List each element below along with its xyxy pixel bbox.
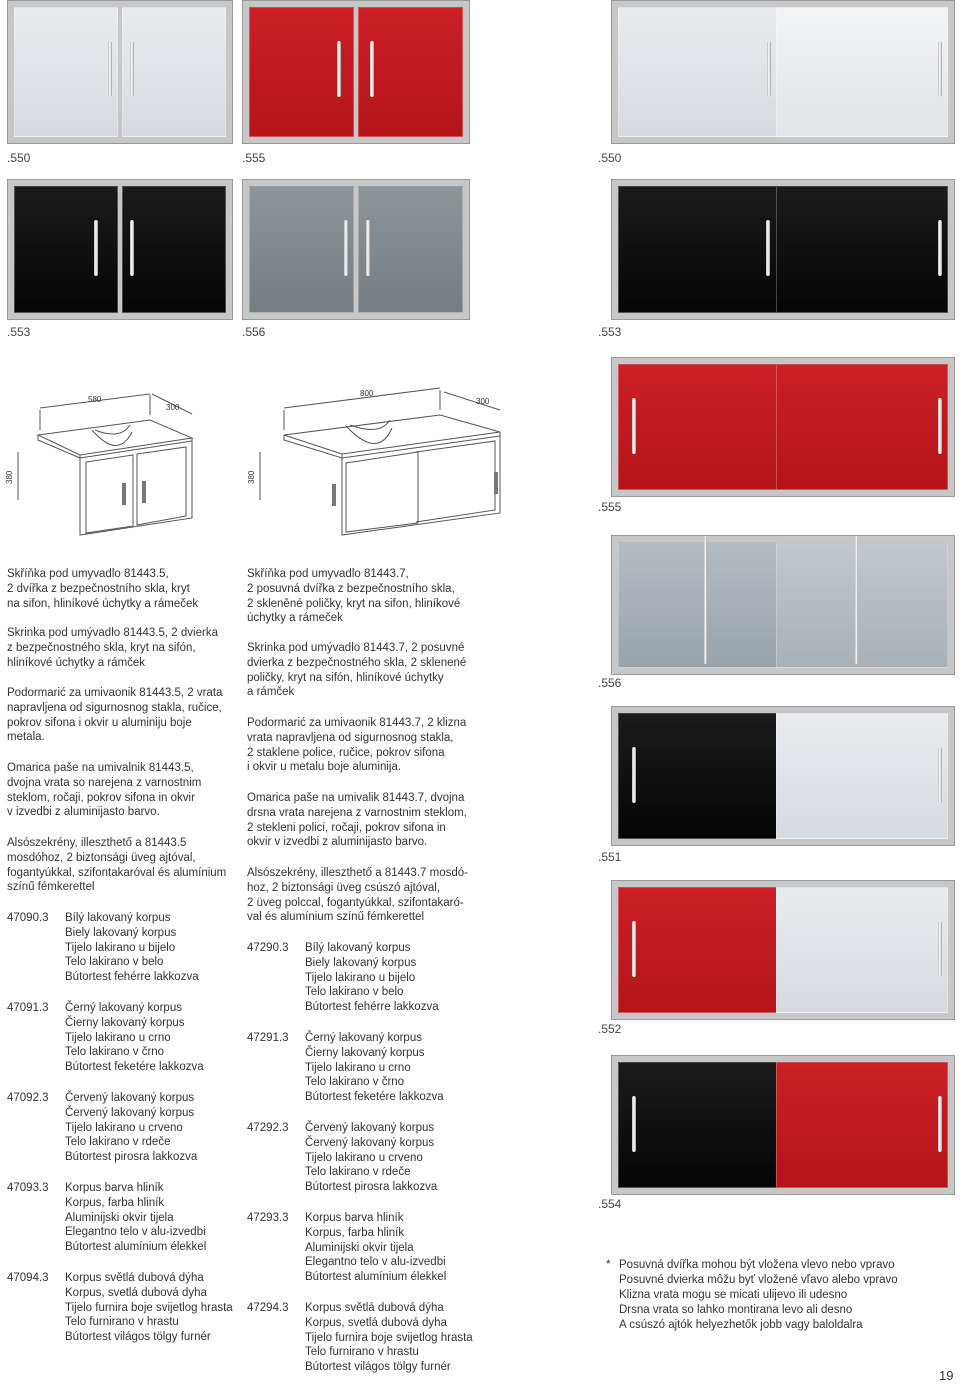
variant-description: Tijelo lakirano u crno bbox=[305, 1061, 411, 1074]
variant-description: Korpus, farba hliník bbox=[65, 1196, 165, 1209]
door-left bbox=[618, 186, 782, 313]
door-handle bbox=[632, 747, 636, 803]
door-handle bbox=[344, 220, 348, 276]
cabinet-553-black-two-door bbox=[7, 179, 233, 320]
door-handle bbox=[938, 220, 942, 276]
cabinet-551-black-white-sliding bbox=[611, 706, 955, 846]
variant-description: Bútortest feketére lakkozva bbox=[305, 1091, 444, 1104]
description-sk-mid: Skrinka pod umývadlo 81443.7, 2 posuvné dvierka z bezpečnostného skla, 2 sklenené poličky, kryt na sifón, hliníkové úchytky a rámček bbox=[247, 642, 467, 699]
page-number: 19 bbox=[939, 1368, 954, 1383]
variant-description: Aluminijski okvir tijela bbox=[305, 1241, 414, 1254]
variant-description: Telo furnirano v hrastu bbox=[305, 1346, 419, 1359]
door-handle bbox=[337, 41, 341, 97]
code-label: .556 bbox=[598, 676, 622, 690]
cabinet-555-red-sliding bbox=[611, 357, 955, 497]
variant-description: Bútortest fehérre lakkozva bbox=[65, 971, 199, 984]
variant-description: Korpus, svetlá dubová dyha bbox=[65, 1286, 207, 1299]
variant-description: Červený lakovaný korpus bbox=[305, 1136, 435, 1149]
door-handle bbox=[130, 220, 134, 276]
variant-description: Červený lakovaný korpus bbox=[65, 1106, 195, 1119]
variant-description: Telo lakirano v rdeče bbox=[65, 1136, 171, 1149]
variant-description: Bútortest pirosra lakkozva bbox=[305, 1181, 438, 1194]
code-label: .554 bbox=[598, 1197, 622, 1211]
door-right bbox=[776, 364, 948, 490]
door-handle bbox=[938, 398, 942, 454]
description-cz-left: Skříňka pod umyvadlo 81443.5, 2 dvířka z bezpečnostního skla, kryt na sifon, hliníkové úchytky a rámeček bbox=[7, 568, 199, 610]
variant-description: Bútortest világos tölgy furnér bbox=[305, 1361, 451, 1374]
door-left bbox=[618, 713, 782, 839]
dim-depth: 300 bbox=[476, 397, 490, 406]
variant-description: Červený lakovaný korpus bbox=[65, 1092, 195, 1104]
cabinet-552-red-white-sliding bbox=[611, 880, 955, 1020]
footnote-line: Klizna vrata mogu se micati ulijevo ili udesno bbox=[619, 1289, 848, 1301]
door-handle bbox=[938, 1096, 942, 1152]
article-number: 47292.3 bbox=[247, 1122, 289, 1134]
code-label: .553 bbox=[7, 325, 31, 339]
door-handle bbox=[938, 747, 942, 803]
technical-drawing-two-door bbox=[0, 380, 230, 540]
description-hu-mid: Alsószekrény, illeszthető a 81443.7 mosdó- hoz, 2 biztonsági üveg csúszó ajtóval, 2 üveg polccal, fogantyúkkal, szifontakaró- val és alumínium színű fémkerettel bbox=[247, 867, 468, 924]
article-number: 47090.3 bbox=[7, 912, 49, 924]
footnote-line: Posuvné dvierka môžu byť vložené vľavo alebo vpravo bbox=[619, 1274, 898, 1286]
code-label: .552 bbox=[598, 1022, 622, 1036]
cabinet-555-red-two-door bbox=[242, 0, 470, 144]
variant-description: Čierny lakovaný korpus bbox=[305, 1046, 425, 1059]
variant-description: Telo lakirano v rdeče bbox=[305, 1166, 411, 1179]
variant-description: Tijelo lakirano u crno bbox=[65, 1031, 171, 1044]
description-hr-mid: Podormarić za umivaonik 81443.7, 2 klizna vrata napravljena od sigurnosnog stakla, 2 staklene police, ručice, pokrov sifona i okvir u metalu boje aluminija. bbox=[247, 717, 467, 774]
door-handle bbox=[94, 220, 98, 276]
variant-description: Bútortest alumínium élekkel bbox=[305, 1271, 447, 1284]
variant-description: Tijelo furnira boje svijetlog hrasta bbox=[305, 1331, 473, 1344]
code-label: .556 bbox=[242, 325, 266, 339]
dim-height: 380 bbox=[5, 470, 14, 484]
variant-description: Telo furnirano v hrastu bbox=[65, 1316, 179, 1329]
variant-description: Červený lakovaný korpus bbox=[305, 1122, 435, 1134]
cabinet-550-white-two-door bbox=[7, 0, 233, 144]
cabinet-556-grey-glass-two-door bbox=[242, 179, 470, 320]
dim-width: 580 bbox=[88, 395, 102, 404]
door-right bbox=[358, 186, 463, 313]
variant-description: Elegantno telo v alu-izvedbi bbox=[65, 1226, 206, 1239]
variant-description: Tijelo lakirano u crveno bbox=[65, 1121, 183, 1134]
dim-width: 800 bbox=[360, 389, 374, 398]
door-right bbox=[776, 7, 948, 137]
door-right bbox=[776, 887, 948, 1013]
description-hu-left: Alsószekrény, illeszthető a 81443.5 mosdóhoz, 2 biztonsági üveg ajtóval, fogantyúkkal, szifontakaróval és alumínium színű fémkerettel bbox=[7, 837, 227, 894]
door-handle bbox=[632, 921, 636, 977]
variant-description: Korpus, svetlá dubová dyha bbox=[305, 1316, 447, 1329]
code-label: .555 bbox=[598, 500, 622, 514]
door-handle bbox=[938, 921, 942, 977]
variant-description: Bútortest fehérre lakkozva bbox=[305, 1001, 439, 1014]
door-right bbox=[776, 1062, 948, 1188]
article-number: 47294.3 bbox=[247, 1302, 289, 1314]
article-number: 47091.3 bbox=[7, 1002, 49, 1014]
variant-description: Biely lakovaný korpus bbox=[305, 956, 417, 969]
door-handle bbox=[370, 41, 374, 97]
variant-description: Tijelo furnira boje svijetlog hrasta bbox=[65, 1301, 233, 1314]
variant-description: Bútortest feketére lakkozva bbox=[65, 1061, 204, 1074]
door-handle bbox=[632, 1096, 636, 1152]
description-cz-mid: Skříňka pod umyvadlo 81443.7, 2 posuvná dvířka z bezpečnostního skla, 2 skleněné poličky, kryt na sifon, hliníkové úchytky a rámeček bbox=[247, 568, 461, 625]
footnote-star: * bbox=[606, 1259, 611, 1271]
door-right bbox=[776, 713, 948, 839]
technical-drawing-sliding bbox=[240, 380, 510, 540]
cabinet-550-white-sliding bbox=[611, 0, 955, 144]
door-left bbox=[618, 7, 782, 137]
footnote-line: Posuvná dvířka mohou být vložena vlevo nebo vpravo bbox=[619, 1259, 895, 1271]
cabinet-554-black-red-sliding bbox=[611, 1055, 955, 1195]
door-right bbox=[122, 7, 226, 137]
variant-description: Černý lakovaný korpus bbox=[305, 1032, 422, 1044]
door-handle bbox=[108, 41, 112, 97]
article-number: 47092.3 bbox=[7, 1092, 49, 1104]
dim-height: 380 bbox=[247, 470, 256, 484]
door-handle bbox=[767, 41, 771, 97]
variant-description: Čierny lakovaný korpus bbox=[65, 1016, 185, 1029]
variant-description: Korpus světlá dubová dýha bbox=[65, 1272, 204, 1284]
door-handle bbox=[704, 536, 707, 664]
variant-description: Korpus světlá dubová dýha bbox=[305, 1302, 444, 1314]
variant-description: Telo lakirano v belo bbox=[305, 986, 404, 999]
description-sl-mid: Omarica paše na umivalik 81443.7, dvojna drsna vrata narejena z varnostnim steklom, 2 stekleni polici, ročaji, pokrov sifona in okvir v izvedbi z aluminijasto barvo. bbox=[247, 792, 467, 849]
variant-description: Korpus barva hliník bbox=[65, 1182, 164, 1194]
description-sl-left: Omarica paše na umivalnik 81443.5, dvojna vrata so narejena z varnostnim steklom, ročaji, pokrov sifona in okvir v izvedbi z aluminijasto barvo. bbox=[7, 762, 202, 819]
description-sk-left: Skrinka pod umývadlo 81443.5, 2 dvierka z bezpečnostného skla, kryt na sifón, hliníkové úchytky a rámček bbox=[7, 627, 218, 669]
article-number: 47293.3 bbox=[247, 1212, 289, 1224]
footnote-line: Drsna vrata so lahko montirana levo ali desno bbox=[619, 1304, 853, 1316]
variant-description: Bílý lakovaný korpus bbox=[305, 942, 411, 954]
variant-description: Korpus, farba hliník bbox=[305, 1226, 405, 1239]
variant-description: Telo lakirano v črno bbox=[305, 1076, 405, 1089]
door-handle bbox=[366, 220, 370, 276]
code-label: .555 bbox=[242, 151, 266, 165]
variant-description: Telo lakirano v črno bbox=[65, 1046, 165, 1059]
door-left bbox=[618, 364, 782, 490]
article-number: 47094.3 bbox=[7, 1272, 49, 1284]
variant-description: Korpus barva hliník bbox=[305, 1212, 404, 1224]
door-left bbox=[14, 7, 118, 137]
variant-description: Elegantno telo v alu-izvedbi bbox=[305, 1256, 446, 1269]
variant-description: Bútortest alumínium élekkel bbox=[65, 1241, 207, 1254]
door-right bbox=[776, 186, 948, 313]
variant-description: Tijelo lakirano u crveno bbox=[305, 1151, 423, 1164]
door-handle bbox=[766, 220, 770, 276]
article-number: 47290.3 bbox=[247, 942, 289, 954]
variant-description: Bílý lakovaný korpus bbox=[65, 912, 171, 924]
variant-description: Tijelo lakirano u bijelo bbox=[65, 941, 176, 954]
door-handle bbox=[855, 536, 858, 664]
code-label: .551 bbox=[598, 850, 622, 864]
door-left bbox=[618, 1062, 782, 1188]
variant-description: Biely lakovaný korpus bbox=[65, 926, 177, 939]
variant-description: Bútortest pirosra lakkozva bbox=[65, 1151, 198, 1164]
door-left bbox=[618, 887, 782, 1013]
cabinet-553-black-sliding bbox=[611, 179, 955, 320]
article-number: 47093.3 bbox=[7, 1182, 49, 1194]
code-label: .550 bbox=[7, 151, 31, 165]
cabinet-556-frosted-sliding bbox=[611, 535, 955, 675]
code-label: .550 bbox=[598, 151, 622, 165]
variant-description: Tijelo lakirano u bijelo bbox=[305, 971, 416, 984]
door-right bbox=[776, 542, 948, 668]
door-left bbox=[14, 186, 118, 313]
door-right bbox=[122, 186, 226, 313]
door-handle bbox=[632, 398, 636, 454]
article-number: 47291.3 bbox=[247, 1032, 289, 1044]
variant-description: Bútortest világos tölgy furnér bbox=[65, 1331, 211, 1344]
variant-description: Černý lakovaný korpus bbox=[65, 1002, 182, 1014]
door-handle bbox=[938, 41, 942, 97]
variant-description: Aluminijski okvir tijela bbox=[65, 1211, 174, 1224]
door-handle bbox=[130, 41, 134, 97]
description-hr-left: Podormarić za umivaonik 81443.5, 2 vrata napravljena od sigurnosnog stakla, ručice, pokrov sifona i okvir u aluminiju boje metala. bbox=[7, 687, 223, 744]
code-label: .553 bbox=[598, 325, 622, 339]
variant-description: Telo lakirano v belo bbox=[65, 956, 164, 969]
door-left bbox=[618, 542, 782, 668]
footnote-line: A csúszó ajtók helyezhetők jobb vagy baloldalra bbox=[619, 1319, 863, 1331]
door-left bbox=[249, 186, 354, 313]
dim-depth: 300 bbox=[166, 403, 180, 412]
